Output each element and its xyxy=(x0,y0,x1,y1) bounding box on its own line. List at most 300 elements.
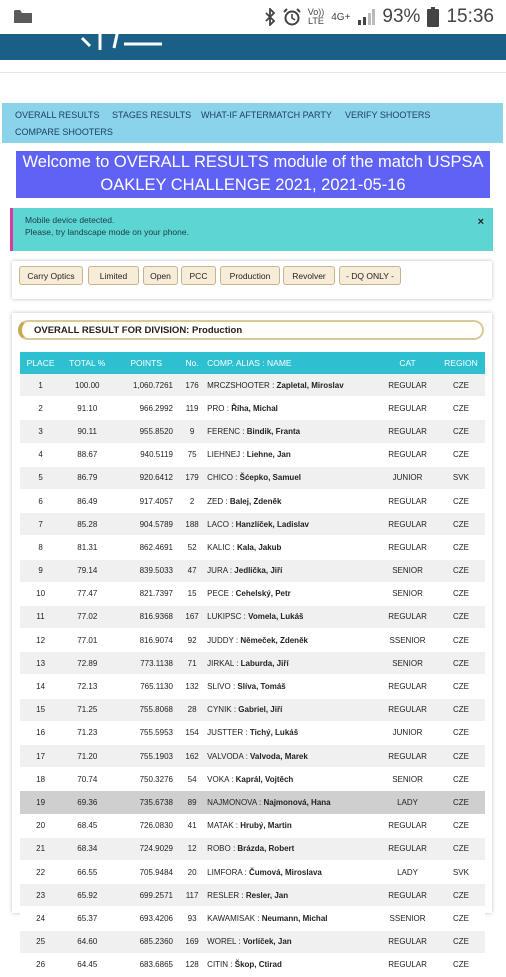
table-row[interactable] xyxy=(20,953,485,976)
cell-category: REGULAR xyxy=(378,675,437,698)
cell-place: 1 xyxy=(20,374,61,397)
table-row[interactable] xyxy=(20,489,485,512)
cell-points: 705.9484 xyxy=(113,860,179,883)
cell-number: 75 xyxy=(179,443,205,466)
cell-comp-alias-name xyxy=(205,814,378,837)
table-row[interactable] xyxy=(20,374,485,397)
cell-region: CZE xyxy=(437,374,485,397)
cell-comp-alias-name xyxy=(205,907,378,930)
alias-name-separator: : xyxy=(243,728,250,738)
table-row[interactable] xyxy=(20,397,485,420)
shooter-name: Vorlíček, Jan xyxy=(242,937,292,947)
cell-points: 821.7397 xyxy=(113,582,179,605)
shooter-name: Vomela, Lukáš xyxy=(248,612,304,622)
cell-points: 904.5789 xyxy=(113,513,179,536)
cell-number: 20 xyxy=(179,860,205,883)
cell-place: 9 xyxy=(20,559,61,582)
table-row[interactable] xyxy=(20,536,485,559)
division-limited-button[interactable]: Limited xyxy=(88,266,139,285)
cell-region: CZE xyxy=(437,953,485,976)
cell-category: REGULAR xyxy=(378,930,437,953)
cell-number: 179 xyxy=(179,466,205,489)
welcome-banner xyxy=(16,151,490,198)
cell-category: SSENIOR xyxy=(378,629,437,652)
shooter-name: Resler, Jan xyxy=(245,890,289,900)
table-row[interactable] xyxy=(20,837,485,860)
nav-whatif-aftermatch[interactable]: WHAT-IF AFTERMATCH PARTY xyxy=(201,110,332,120)
cell-comp-alias-name xyxy=(205,860,378,883)
cell-number: 9 xyxy=(179,420,205,443)
table-row[interactable] xyxy=(20,582,485,605)
cell-total-percent: 90.11 xyxy=(61,420,113,443)
division-pcc-button[interactable]: PCC xyxy=(181,266,216,285)
table-row[interactable] xyxy=(20,768,485,791)
cell-region: CZE xyxy=(437,907,485,930)
nav-verify-shooters[interactable]: VERIFY SHOOTERS xyxy=(345,110,431,120)
alias-name-separator: : xyxy=(233,635,241,645)
cell-total-percent: 86.49 xyxy=(61,489,113,512)
comp-alias: JUSTTER xyxy=(207,728,244,738)
division-dq-only-button[interactable]: - DQ ONLY - xyxy=(339,266,401,285)
cell-region: CZE xyxy=(437,420,485,443)
cell-total-percent: 81.31 xyxy=(61,536,113,559)
cell-points: 940.5119 xyxy=(113,443,179,466)
volte-label: Vo)) xyxy=(307,7,325,17)
cell-number: 54 xyxy=(179,768,205,791)
status-bar xyxy=(0,0,506,34)
cell-category: REGULAR xyxy=(378,884,437,907)
cell-points: 750.3276 xyxy=(113,768,179,791)
cell-category: REGULAR xyxy=(378,420,437,443)
cell-region: CZE xyxy=(437,698,485,721)
cell-number: 154 xyxy=(179,721,205,744)
cell-number: 47 xyxy=(179,559,205,582)
cell-points: 755.1903 xyxy=(113,745,179,768)
cell-points: 765.1130 xyxy=(113,675,179,698)
cell-total-percent: 71.25 xyxy=(61,698,113,721)
alias-name-separator: : xyxy=(228,519,236,529)
cell-category: REGULAR xyxy=(378,513,437,536)
results-header-row xyxy=(20,352,485,374)
cell-place: 26 xyxy=(20,953,61,976)
table-row[interactable] xyxy=(20,745,485,768)
result-heading-text: OVERALL RESULT FOR DIVISION: Production xyxy=(34,325,243,336)
table-row[interactable] xyxy=(20,605,485,628)
shooter-name: Jedlička, Jiří xyxy=(234,566,283,576)
clock-time: 15:36 xyxy=(446,6,494,27)
shooter-name: Zapletal, Miroslav xyxy=(276,380,344,390)
cell-comp-alias-name xyxy=(205,745,378,768)
alias-name-separator: : xyxy=(223,496,230,506)
cell-region: SVK xyxy=(437,466,485,489)
comp-alias: LUKIPSC xyxy=(207,612,242,622)
comp-alias: JURA xyxy=(207,566,228,576)
col-number[interactable]: No. xyxy=(179,352,205,374)
col-region[interactable]: REGION xyxy=(437,352,485,374)
welcome-line-2: OAKLEY CHALLENGE 2021, 2021-05-16 xyxy=(100,176,406,194)
cell-total-percent: 86.79 xyxy=(61,466,113,489)
comp-alias: VOKA xyxy=(207,774,229,784)
comp-alias: JUDDY xyxy=(207,635,234,645)
comp-alias: SLIVO xyxy=(207,682,231,692)
cell-comp-alias-name xyxy=(205,489,378,512)
cell-comp-alias-name xyxy=(205,582,378,605)
comp-alias: ZED xyxy=(207,496,224,506)
cell-total-percent: 71.23 xyxy=(61,721,113,744)
alias-name-separator: : xyxy=(239,890,246,900)
cell-place: 18 xyxy=(20,768,61,791)
division-selector xyxy=(12,261,492,299)
alias-name-separator: : xyxy=(236,937,243,947)
cell-category: REGULAR xyxy=(378,397,437,420)
cell-category: JUNIOR xyxy=(378,466,437,489)
shooter-name: Balej, Zdeněk xyxy=(229,496,282,506)
cell-number: 167 xyxy=(179,605,205,628)
division-revolver-button[interactable]: Revolver xyxy=(283,266,335,285)
cell-number: 52 xyxy=(179,536,205,559)
cell-number: 15 xyxy=(179,582,205,605)
comp-alias: JIRKAL xyxy=(207,658,234,668)
cell-points: 920.6412 xyxy=(113,466,179,489)
alias-name-separator: : xyxy=(230,682,238,692)
table-row[interactable] xyxy=(20,930,485,953)
logo-icon xyxy=(80,34,180,56)
table-row[interactable] xyxy=(20,907,485,930)
table-row[interactable] xyxy=(20,814,485,837)
table-row[interactable] xyxy=(20,513,485,536)
division-carry-optics-button[interactable]: Carry Optics xyxy=(19,266,83,285)
cell-total-percent: 77.02 xyxy=(61,605,113,628)
cell-points: 839.5033 xyxy=(113,559,179,582)
cell-category: SENIOR xyxy=(378,582,437,605)
cell-category: SSENIOR xyxy=(378,907,437,930)
comp-alias: LACO xyxy=(207,519,229,529)
cell-category: REGULAR xyxy=(378,443,437,466)
table-row[interactable] xyxy=(20,698,485,721)
cell-points: 683.6865 xyxy=(113,953,179,976)
alias-name-separator: : xyxy=(232,473,240,483)
cell-comp-alias-name xyxy=(205,652,378,675)
shooter-name: Bindik, Franta xyxy=(246,426,301,436)
cell-place: 13 xyxy=(20,652,61,675)
cell-comp-alias-name xyxy=(205,884,378,907)
shooter-name: Laburda, Jiří xyxy=(240,658,289,668)
cell-number: 162 xyxy=(179,745,205,768)
comp-alias: KALIC xyxy=(207,542,231,552)
alert-close-button[interactable]: × xyxy=(477,216,484,228)
shooter-name: Tichý, Lukáš xyxy=(249,728,299,738)
cell-region: CZE xyxy=(437,652,485,675)
col-place[interactable]: PLACE xyxy=(20,352,61,374)
cell-category: REGULAR xyxy=(378,698,437,721)
cell-region: CZE xyxy=(437,397,485,420)
alias-name-separator: : xyxy=(242,867,249,877)
cell-total-percent: 79.14 xyxy=(61,559,113,582)
cell-category: LADY xyxy=(378,860,437,883)
cell-category: SENIOR xyxy=(378,768,437,791)
cell-total-percent: 64.45 xyxy=(61,953,113,976)
cell-number: 128 xyxy=(179,953,205,976)
comp-alias: MRCZSHOOTER xyxy=(207,380,270,390)
cell-number: 169 xyxy=(179,930,205,953)
alias-name-separator: : xyxy=(231,705,239,715)
cell-points: 955.8520 xyxy=(113,420,179,443)
cell-comp-alias-name xyxy=(205,930,378,953)
cell-place: 23 xyxy=(20,884,61,907)
cell-category: REGULAR xyxy=(378,837,437,860)
cell-points: 816.9074 xyxy=(113,629,179,652)
nav-overall-results[interactable]: OVERALL RESULTS xyxy=(15,110,100,120)
cell-comp-alias-name xyxy=(205,837,378,860)
cell-region: CZE xyxy=(437,721,485,744)
cell-number: 132 xyxy=(179,675,205,698)
cell-points: 726.0830 xyxy=(113,814,179,837)
cell-points: 685.2360 xyxy=(113,930,179,953)
cell-total-percent: 70.74 xyxy=(61,768,113,791)
cell-number: 28 xyxy=(179,698,205,721)
cell-total-percent: 77.47 xyxy=(61,582,113,605)
header-divider xyxy=(0,72,506,73)
cell-place: 16 xyxy=(20,721,61,744)
cell-place: 2 xyxy=(20,397,61,420)
cell-region: CZE xyxy=(437,489,485,512)
col-category[interactable]: CAT xyxy=(378,352,437,374)
nav-compare-shooters[interactable]: COMPARE SHOOTERS xyxy=(15,127,113,137)
shooter-name: Cehelský, Petr xyxy=(235,589,291,599)
cell-total-percent: 100.00 xyxy=(61,374,113,397)
cell-points: 966.2992 xyxy=(113,397,179,420)
shooter-name: Brázda, Robert xyxy=(237,844,295,854)
bluetooth-icon xyxy=(265,8,276,26)
col-points[interactable]: POINTS xyxy=(113,352,179,374)
cell-category: REGULAR xyxy=(378,814,437,837)
table-row[interactable] xyxy=(20,884,485,907)
shooter-name: Gabriel, Jiří xyxy=(238,705,283,715)
table-row[interactable] xyxy=(20,420,485,443)
cell-number: 41 xyxy=(179,814,205,837)
mobile-alert xyxy=(10,208,493,251)
cell-region: CZE xyxy=(437,930,485,953)
folder-icon xyxy=(14,10,32,23)
shooter-name: Kaprál, Vojtěch xyxy=(235,774,294,784)
cell-place: 24 xyxy=(20,907,61,930)
cell-comp-alias-name xyxy=(205,721,378,744)
alias-name-separator: : xyxy=(241,612,249,622)
alias-name-separator: : xyxy=(230,844,238,854)
cell-total-percent: 65.92 xyxy=(61,884,113,907)
cell-points: 917.4057 xyxy=(113,489,179,512)
module-nav xyxy=(2,103,503,143)
shooter-name: Němeček, Zdeněk xyxy=(240,635,308,645)
cell-category: SENIOR xyxy=(378,559,437,582)
shooter-name: Liehne, Jan xyxy=(246,450,291,460)
table-row[interactable] xyxy=(20,466,485,489)
comp-alias: NAJMONOVA xyxy=(207,797,257,807)
cell-category: SENIOR xyxy=(378,652,437,675)
comp-alias: KAWAMISAK xyxy=(207,913,256,923)
shooter-name: Škop, Ctirad xyxy=(234,960,282,970)
table-row[interactable] xyxy=(20,652,485,675)
cell-total-percent: 77.01 xyxy=(61,629,113,652)
cell-place: 6 xyxy=(20,489,61,512)
alias-name-separator: : xyxy=(269,380,277,390)
table-row[interactable] xyxy=(20,860,485,883)
cell-comp-alias-name xyxy=(205,629,378,652)
cell-category: JUNIOR xyxy=(378,721,437,744)
cell-comp-alias-name xyxy=(205,768,378,791)
alias-name-separator: : xyxy=(243,751,251,761)
cell-region: CZE xyxy=(437,605,485,628)
comp-alias: PRO xyxy=(207,403,225,413)
comp-alias: PECE xyxy=(207,589,229,599)
alias-name-separator: : xyxy=(240,426,247,436)
cell-place: 20 xyxy=(20,814,61,837)
cell-total-percent: 66.55 xyxy=(61,860,113,883)
cell-points: 693.4206 xyxy=(113,907,179,930)
nav-stages-results[interactable]: STAGES RESULTS xyxy=(112,110,192,120)
cell-total-percent: 68.34 xyxy=(61,837,113,860)
cell-total-percent: 72.13 xyxy=(61,675,113,698)
cell-region: CZE xyxy=(437,559,485,582)
cell-comp-alias-name xyxy=(205,374,378,397)
cell-region: CZE xyxy=(437,582,485,605)
cell-place: 14 xyxy=(20,675,61,698)
cell-place: 7 xyxy=(20,513,61,536)
comp-alias: ROBO xyxy=(207,844,231,854)
comp-alias: RESLER xyxy=(207,890,240,900)
alias-name-separator: : xyxy=(255,913,262,923)
table-row[interactable] xyxy=(20,559,485,582)
shooter-name: Valvoda, Marek xyxy=(250,751,308,761)
cell-number: 12 xyxy=(179,837,205,860)
cell-comp-alias-name xyxy=(205,420,378,443)
cell-number: 92 xyxy=(179,629,205,652)
table-row[interactable] xyxy=(20,721,485,744)
shooter-name: Slíva, Tomáš xyxy=(237,682,286,692)
shooter-name: Najmonová, Hana xyxy=(263,797,331,807)
cell-place: 8 xyxy=(20,536,61,559)
site-header-banner xyxy=(0,34,506,60)
battery-icon xyxy=(427,7,439,27)
cell-place: 10 xyxy=(20,582,61,605)
cell-comp-alias-name xyxy=(205,791,378,814)
signal-bars-icon xyxy=(357,9,375,25)
cell-place: 3 xyxy=(20,420,61,443)
cell-category: REGULAR xyxy=(378,605,437,628)
cell-total-percent: 88.67 xyxy=(61,443,113,466)
cell-number: 119 xyxy=(179,397,205,420)
alert-text xyxy=(25,214,189,238)
comp-alias: MATAK xyxy=(207,821,234,831)
cell-points: 724.9029 xyxy=(113,837,179,860)
volte-indicator xyxy=(308,8,325,26)
cell-comp-alias-name xyxy=(205,559,378,582)
cell-number: 89 xyxy=(179,791,205,814)
cell-total-percent: 68.45 xyxy=(61,814,113,837)
cell-number: 71 xyxy=(179,652,205,675)
cell-category: REGULAR xyxy=(378,374,437,397)
cell-comp-alias-name xyxy=(205,443,378,466)
result-heading xyxy=(18,320,484,340)
results-body xyxy=(20,374,485,976)
cell-region: CZE xyxy=(437,443,485,466)
cell-place: 11 xyxy=(20,605,61,628)
cell-region: CZE xyxy=(437,814,485,837)
comp-alias: CITIN xyxy=(207,960,229,970)
cell-region: CZE xyxy=(437,884,485,907)
cell-comp-alias-name xyxy=(205,513,378,536)
network-type: 4G+ xyxy=(331,11,351,23)
table-row[interactable] xyxy=(20,443,485,466)
cell-total-percent: 91.10 xyxy=(61,397,113,420)
cell-region: CZE xyxy=(437,536,485,559)
cell-place: 17 xyxy=(20,745,61,768)
cell-points: 699.2571 xyxy=(113,884,179,907)
cell-points: 1,060.7261 xyxy=(113,374,179,397)
comp-alias: CHICO xyxy=(207,473,233,483)
cell-category: REGULAR xyxy=(378,953,437,976)
alias-name-separator: : xyxy=(240,450,247,460)
comp-alias: VALVODA xyxy=(207,751,244,761)
cell-place: 22 xyxy=(20,860,61,883)
cell-number: 2 xyxy=(179,489,205,512)
cell-total-percent: 71.20 xyxy=(61,745,113,768)
shooter-name: Čumová, Miroslava xyxy=(248,867,322,877)
cell-number: 176 xyxy=(179,374,205,397)
table-row[interactable] xyxy=(20,791,485,814)
shooter-name: Říha, Michal xyxy=(231,403,278,413)
shooter-name: Kala, Jakub xyxy=(236,542,282,552)
cell-place: 15 xyxy=(20,698,61,721)
alias-name-separator: : xyxy=(233,821,241,831)
table-row[interactable] xyxy=(20,629,485,652)
cell-place: 19 xyxy=(20,791,61,814)
cell-comp-alias-name xyxy=(205,698,378,721)
cell-comp-alias-name xyxy=(205,605,378,628)
cell-place: 4 xyxy=(20,443,61,466)
cell-region: CZE xyxy=(437,745,485,768)
division-production-button[interactable]: Production xyxy=(220,266,280,285)
cell-place: 25 xyxy=(20,930,61,953)
cell-total-percent: 64.60 xyxy=(61,930,113,953)
cell-comp-alias-name xyxy=(205,536,378,559)
alias-name-separator: : xyxy=(224,403,232,413)
alert-line-2: Please, try landscape mode on your phone. xyxy=(25,227,189,237)
cell-region: CZE xyxy=(437,629,485,652)
cell-number: 117 xyxy=(179,884,205,907)
results-table xyxy=(20,352,485,977)
cell-total-percent: 72.89 xyxy=(61,652,113,675)
cell-category: REGULAR xyxy=(378,536,437,559)
cell-comp-alias-name xyxy=(205,675,378,698)
cell-comp-alias-name xyxy=(205,466,378,489)
division-open-button[interactable]: Open xyxy=(143,266,178,285)
cell-total-percent: 69.36 xyxy=(61,791,113,814)
cell-points: 755.5953 xyxy=(113,721,179,744)
alert-line-1: Mobile device detected. xyxy=(25,215,115,225)
col-comp-alias-name[interactable]: COMP. ALIAS : NAME xyxy=(205,352,378,374)
comp-alias: WOREL xyxy=(207,937,237,947)
cell-region: CZE xyxy=(437,513,485,536)
col-total-percent[interactable]: TOTAL % xyxy=(61,352,113,374)
shooter-name: Hanzlíček, Ladislav xyxy=(235,519,310,529)
cell-points: 773.1138 xyxy=(113,652,179,675)
cell-region: CZE xyxy=(437,675,485,698)
cell-region: SVK xyxy=(437,860,485,883)
table-row[interactable] xyxy=(20,675,485,698)
alias-name-separator: : xyxy=(228,589,236,599)
cell-total-percent: 85.28 xyxy=(61,513,113,536)
